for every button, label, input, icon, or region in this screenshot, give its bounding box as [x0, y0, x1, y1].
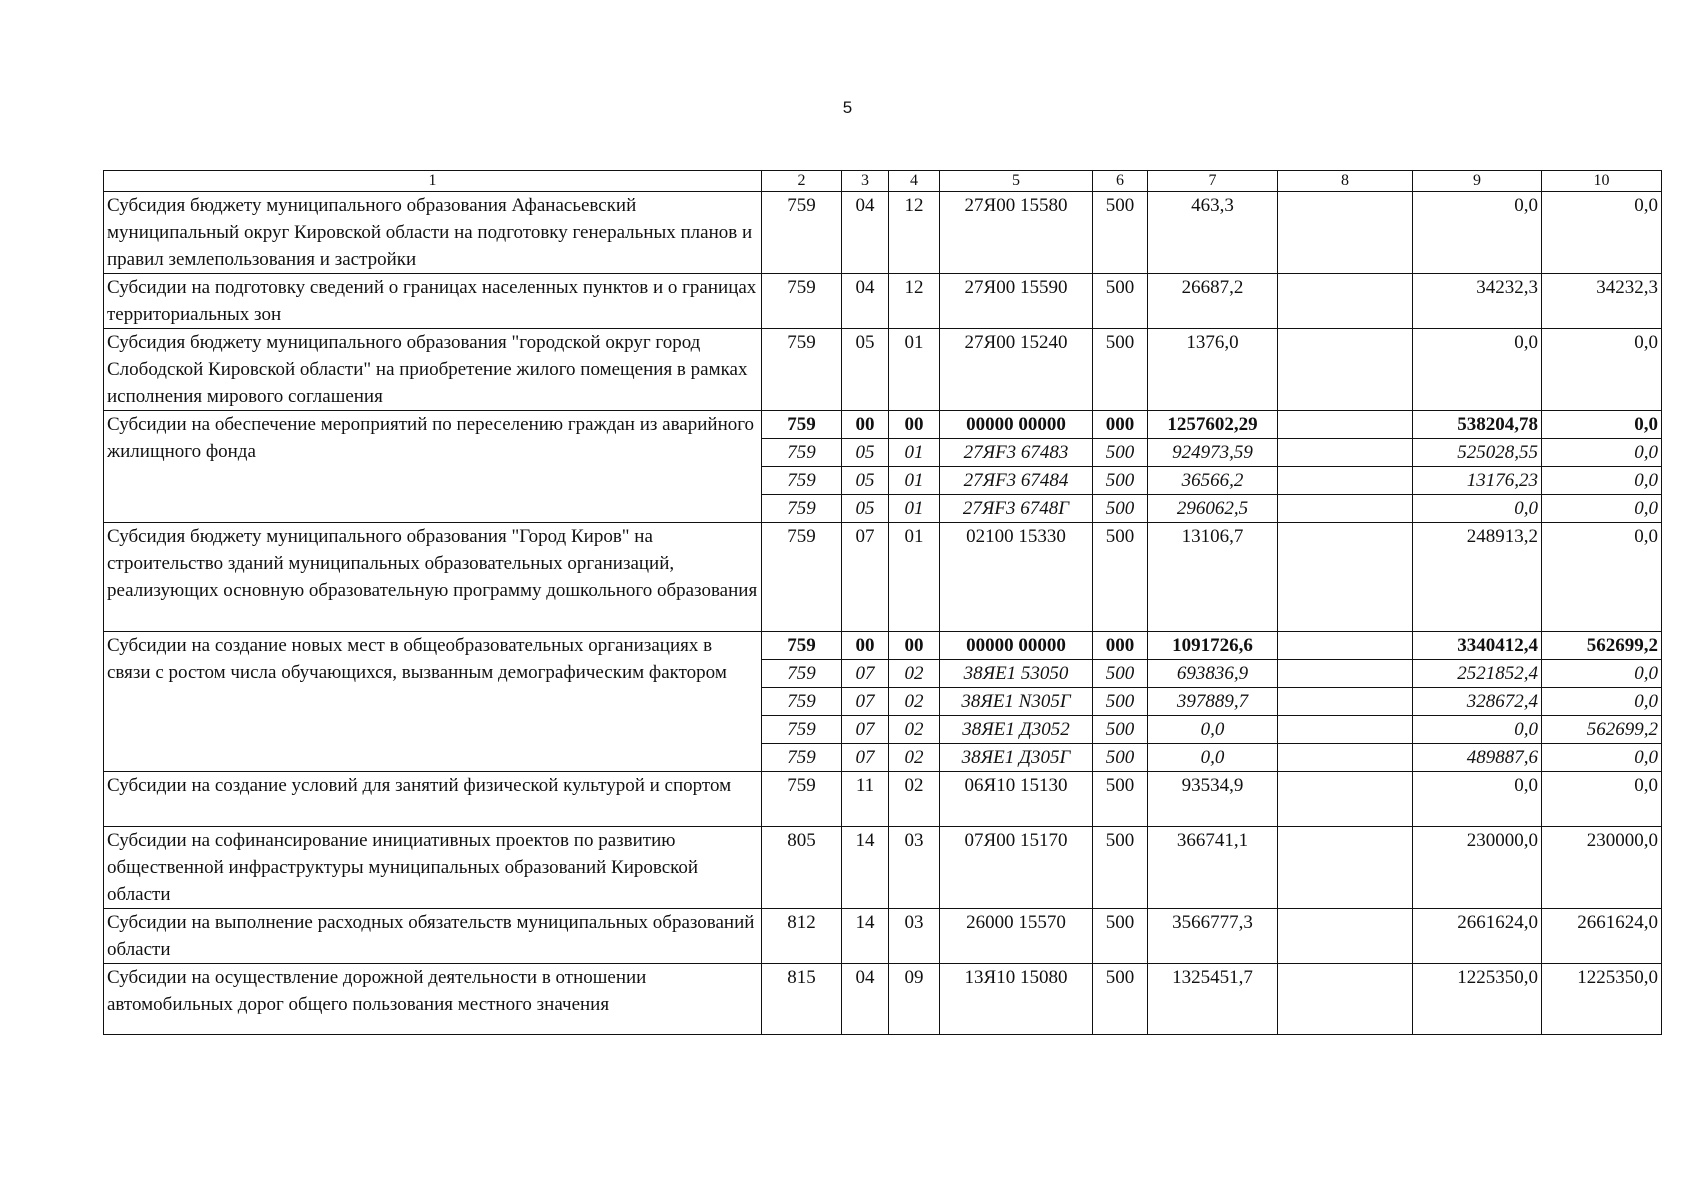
cell-c7: 1325451,7	[1148, 964, 1278, 1035]
cell-c10: 0,0	[1542, 772, 1662, 827]
row-description: Субсидия бюджету муниципального образования Афанасьевский муниципальный округ Кировской области на подготовку генеральных планов и правил землепользования и застройки	[104, 192, 762, 274]
cell-c5: 27Я00 15240	[940, 329, 1093, 411]
cell-c3: 07	[842, 744, 889, 772]
cell-c5: 06Я10 15130	[940, 772, 1093, 827]
cell-c6: 500	[1093, 439, 1148, 467]
cell-c6: 500	[1093, 688, 1148, 716]
cell-c5: 07Я00 15170	[940, 827, 1093, 909]
cell-c6: 500	[1093, 467, 1148, 495]
cell-c4: 02	[889, 660, 940, 688]
cell-c5: 38ЯЕ1 Д3052	[940, 716, 1093, 744]
cell-c7: 13106,7	[1148, 523, 1278, 632]
cell-c10: 2661624,0	[1542, 909, 1662, 964]
cell-c8	[1278, 772, 1413, 827]
cell-c5: 38ЯЕ1 53050	[940, 660, 1093, 688]
cell-c2: 759	[762, 660, 842, 688]
cell-c4: 12	[889, 274, 940, 329]
page-number: 5	[842, 98, 853, 117]
table-row	[104, 772, 1662, 827]
cell-c10: 0,0	[1542, 495, 1662, 523]
cell-c2: 812	[762, 909, 842, 964]
cell-c7: 3566777,3	[1148, 909, 1278, 964]
cell-c10: 0,0	[1542, 192, 1662, 274]
cell-c2: 759	[762, 523, 842, 632]
cell-c10: 0,0	[1542, 523, 1662, 632]
cell-c3: 05	[842, 467, 889, 495]
cell-c5: 27Я00 15580	[940, 192, 1093, 274]
row-description: Субсидии на выполнение расходных обязательств муниципальных образований области	[104, 909, 762, 964]
cell-c3: 07	[842, 688, 889, 716]
cell-c7: 93534,9	[1148, 772, 1278, 827]
cell-c6: 500	[1093, 909, 1148, 964]
cell-c7: 26687,2	[1148, 274, 1278, 329]
table-row	[104, 411, 1662, 439]
header-row	[104, 171, 1662, 192]
cell-c6: 500	[1093, 964, 1148, 1035]
cell-c8	[1278, 964, 1413, 1035]
cell-c10: 34232,3	[1542, 274, 1662, 329]
row-description: Субсидии на осуществление дорожной деятельности в отношении автомобильных дорог общего пользования местного значения	[104, 964, 762, 1035]
cell-c4: 01	[889, 495, 940, 523]
cell-c9: 489887,6	[1413, 744, 1542, 772]
cell-c10: 562699,2	[1542, 632, 1662, 660]
cell-c6: 500	[1093, 660, 1148, 688]
cell-c7: 924973,59	[1148, 439, 1278, 467]
cell-c8	[1278, 192, 1413, 274]
col-header: 8	[1278, 171, 1413, 192]
col-header: 9	[1413, 171, 1542, 192]
cell-c9: 1225350,0	[1413, 964, 1542, 1035]
cell-c10: 230000,0	[1542, 827, 1662, 909]
cell-c7: 0,0	[1148, 744, 1278, 772]
table-row	[104, 827, 1662, 909]
cell-c2: 759	[762, 192, 842, 274]
cell-c9: 13176,23	[1413, 467, 1542, 495]
cell-c6: 000	[1093, 411, 1148, 439]
cell-c5: 26000 15570	[940, 909, 1093, 964]
cell-c9: 0,0	[1413, 495, 1542, 523]
cell-c8	[1278, 827, 1413, 909]
cell-c3: 07	[842, 716, 889, 744]
cell-c9: 230000,0	[1413, 827, 1542, 909]
col-header: 10	[1542, 171, 1662, 192]
cell-c5: 00000 00000	[940, 632, 1093, 660]
col-header: 6	[1093, 171, 1148, 192]
cell-c10: 0,0	[1542, 467, 1662, 495]
cell-c8	[1278, 411, 1413, 439]
cell-c8	[1278, 909, 1413, 964]
col-header: 5	[940, 171, 1093, 192]
cell-c4: 09	[889, 964, 940, 1035]
cell-c6: 500	[1093, 772, 1148, 827]
cell-c4: 02	[889, 744, 940, 772]
cell-c9: 3340412,4	[1413, 632, 1542, 660]
cell-c6: 500	[1093, 716, 1148, 744]
budget-table	[103, 170, 1662, 1035]
cell-c7: 0,0	[1148, 716, 1278, 744]
col-header: 4	[889, 171, 940, 192]
cell-c9: 2521852,4	[1413, 660, 1542, 688]
cell-c5: 27Я00 15590	[940, 274, 1093, 329]
cell-c6: 500	[1093, 192, 1148, 274]
cell-c10: 0,0	[1542, 744, 1662, 772]
cell-c10: 0,0	[1542, 660, 1662, 688]
cell-c7: 36566,2	[1148, 467, 1278, 495]
cell-c9: 0,0	[1413, 192, 1542, 274]
cell-c2: 759	[762, 772, 842, 827]
cell-c4: 01	[889, 329, 940, 411]
cell-c4: 12	[889, 192, 940, 274]
cell-c2: 759	[762, 329, 842, 411]
cell-c8	[1278, 274, 1413, 329]
cell-c5: 02100 15330	[940, 523, 1093, 632]
cell-c9: 248913,2	[1413, 523, 1542, 632]
cell-c8	[1278, 495, 1413, 523]
cell-c5: 27ЯF3 67483	[940, 439, 1093, 467]
cell-c8	[1278, 716, 1413, 744]
cell-c4: 02	[889, 772, 940, 827]
cell-c5: 13Я10 15080	[940, 964, 1093, 1035]
table-row	[104, 964, 1662, 1035]
cell-c8	[1278, 439, 1413, 467]
cell-c9: 0,0	[1413, 716, 1542, 744]
cell-c8	[1278, 744, 1413, 772]
cell-c10: 0,0	[1542, 688, 1662, 716]
row-description: Субсидии на создание новых мест в общеобразовательных организациях в связи с ростом числа обучающихся, вызванным демографическим фактором	[104, 632, 762, 772]
cell-c3: 05	[842, 329, 889, 411]
cell-c4: 00	[889, 632, 940, 660]
cell-c5: 00000 00000	[940, 411, 1093, 439]
col-header: 2	[762, 171, 842, 192]
table-row	[104, 192, 1662, 274]
col-header: 3	[842, 171, 889, 192]
cell-c4: 03	[889, 909, 940, 964]
cell-c4: 01	[889, 439, 940, 467]
cell-c8	[1278, 660, 1413, 688]
cell-c4: 01	[889, 523, 940, 632]
cell-c5: 27ЯF3 6748Г	[940, 495, 1093, 523]
cell-c3: 04	[842, 964, 889, 1035]
cell-c6: 000	[1093, 632, 1148, 660]
cell-c10: 0,0	[1542, 329, 1662, 411]
cell-c5: 27ЯF3 67484	[940, 467, 1093, 495]
row-description: Субсидии на софинансирование инициативных проектов по развитию общественной инфраструктуры муниципальных образований Кировской области	[104, 827, 762, 909]
cell-c9: 34232,3	[1413, 274, 1542, 329]
cell-c8	[1278, 467, 1413, 495]
cell-c7: 366741,1	[1148, 827, 1278, 909]
cell-c4: 01	[889, 467, 940, 495]
cell-c3: 00	[842, 411, 889, 439]
cell-c2: 759	[762, 411, 842, 439]
cell-c6: 500	[1093, 827, 1148, 909]
table-row	[104, 632, 1662, 660]
cell-c2: 759	[762, 467, 842, 495]
cell-c3: 00	[842, 632, 889, 660]
cell-c6: 500	[1093, 744, 1148, 772]
cell-c6: 500	[1093, 329, 1148, 411]
cell-c2: 805	[762, 827, 842, 909]
cell-c7: 1257602,29	[1148, 411, 1278, 439]
cell-c9: 0,0	[1413, 772, 1542, 827]
table-row	[104, 329, 1662, 411]
cell-c9: 525028,55	[1413, 439, 1542, 467]
cell-c5: 38ЯЕ1 Д305Г	[940, 744, 1093, 772]
row-description: Субсидия бюджету муниципального образования "городской округ город Слободской Кировской области" на приобретение жилого помещения в рамках исполнения мирового соглашения	[104, 329, 762, 411]
col-header: 7	[1148, 171, 1278, 192]
cell-c6: 500	[1093, 274, 1148, 329]
cell-c10: 1225350,0	[1542, 964, 1662, 1035]
table-row	[104, 523, 1662, 632]
cell-c3: 07	[842, 660, 889, 688]
row-description: Субсидии на обеспечение мероприятий по переселению граждан из аварийного жилищного фонда	[104, 411, 762, 523]
cell-c2: 759	[762, 744, 842, 772]
cell-c4: 02	[889, 716, 940, 744]
table-row	[104, 909, 1662, 964]
cell-c2: 759	[762, 439, 842, 467]
cell-c7: 1376,0	[1148, 329, 1278, 411]
cell-c9: 0,0	[1413, 329, 1542, 411]
cell-c8	[1278, 632, 1413, 660]
cell-c8	[1278, 329, 1413, 411]
cell-c2: 759	[762, 495, 842, 523]
cell-c7: 1091726,6	[1148, 632, 1278, 660]
cell-c3: 04	[842, 274, 889, 329]
row-description: Субсидия бюджету муниципального образования "Город Киров" на строительство зданий муниципальных образовательных организаций, реализующих основную образовательную программу дошкольного образования	[104, 523, 762, 632]
cell-c7: 397889,7	[1148, 688, 1278, 716]
col-header: 1	[104, 171, 762, 192]
cell-c8	[1278, 688, 1413, 716]
row-description: Субсидии на создание условий для занятий физической культурой и спортом	[104, 772, 762, 827]
cell-c9: 538204,78	[1413, 411, 1542, 439]
table-row	[104, 274, 1662, 329]
cell-c3: 14	[842, 827, 889, 909]
cell-c5: 38ЯЕ1 N305Г	[940, 688, 1093, 716]
cell-c2: 759	[762, 632, 842, 660]
cell-c9: 328672,4	[1413, 688, 1542, 716]
cell-c3: 05	[842, 495, 889, 523]
cell-c7: 296062,5	[1148, 495, 1278, 523]
cell-c10: 562699,2	[1542, 716, 1662, 744]
cell-c2: 759	[762, 716, 842, 744]
cell-c3: 05	[842, 439, 889, 467]
cell-c7: 463,3	[1148, 192, 1278, 274]
cell-c8	[1278, 523, 1413, 632]
cell-c3: 11	[842, 772, 889, 827]
cell-c2: 815	[762, 964, 842, 1035]
cell-c2: 759	[762, 274, 842, 329]
cell-c4: 00	[889, 411, 940, 439]
cell-c10: 0,0	[1542, 411, 1662, 439]
cell-c7: 693836,9	[1148, 660, 1278, 688]
cell-c6: 500	[1093, 495, 1148, 523]
cell-c4: 03	[889, 827, 940, 909]
cell-c3: 04	[842, 192, 889, 274]
row-description: Субсидии на подготовку сведений о границах населенных пунктов и о границах территориальных зон	[104, 274, 762, 329]
cell-c6: 500	[1093, 523, 1148, 632]
cell-c4: 02	[889, 688, 940, 716]
cell-c3: 07	[842, 523, 889, 632]
cell-c3: 14	[842, 909, 889, 964]
cell-c9: 2661624,0	[1413, 909, 1542, 964]
cell-c10: 0,0	[1542, 439, 1662, 467]
cell-c2: 759	[762, 688, 842, 716]
